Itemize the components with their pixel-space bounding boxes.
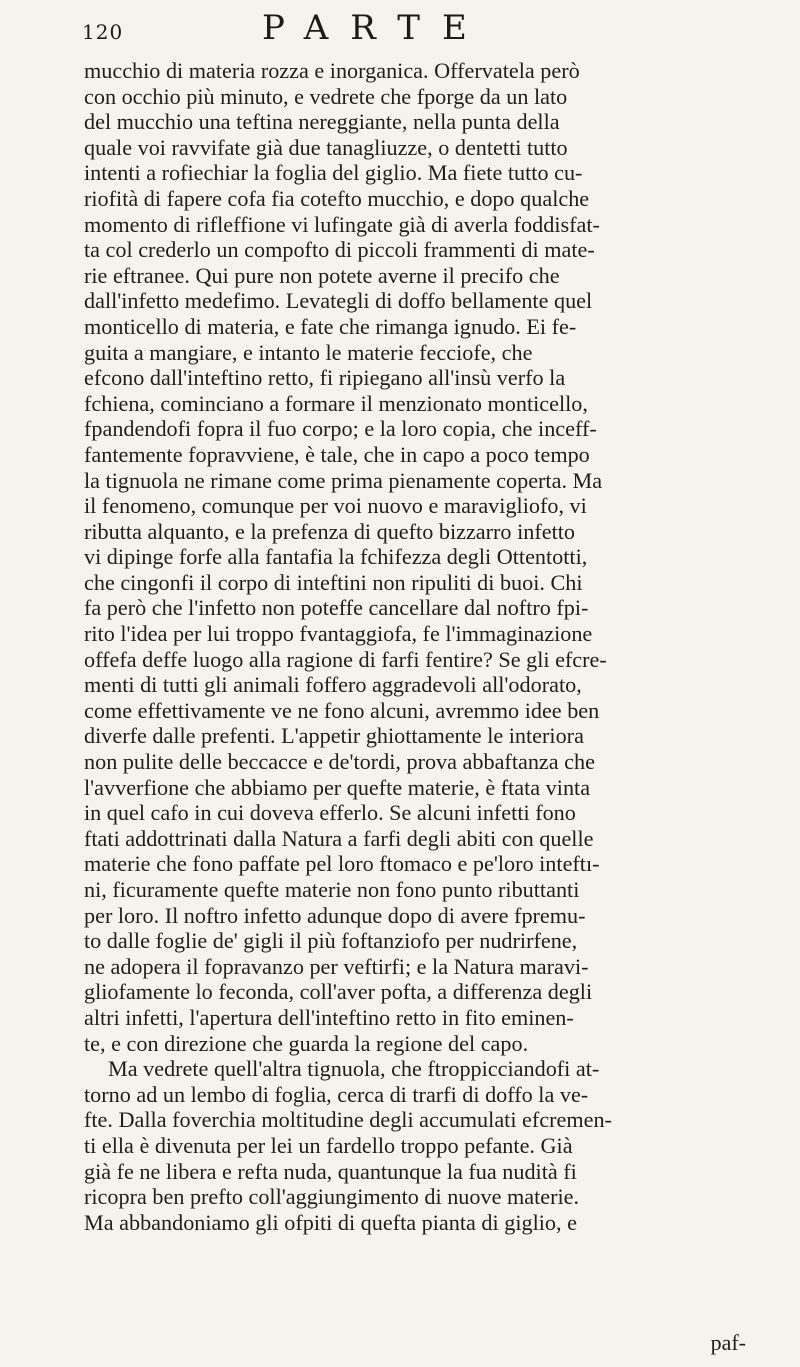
text-line: rito l'idea per lui troppo fvantaggiofa, fe l'immaginazione [84,621,593,647]
text-line: dall'infetto medefimo. Levategli di doffo bellamente quel [84,288,593,314]
text-line: Ma vedrete quell'altra tignuola, che ftroppicciandofi at- [108,1056,600,1082]
text-line: offefa deffe luogo alla ragione di farfi fentire? Se gli efcre- [84,646,607,672]
catchword: paf- [710,1330,746,1355]
text-line: efcono dall'inteftino retto, fi ripiegano all'insù verfo la [84,365,566,391]
body-text [84,58,784,1235]
text-line: rie eftranee. Qui pure non potete averne il precifo che [84,262,560,288]
text-line: ributta alquanto, e la prefenza di quefto bizzarro infetto [84,518,575,544]
text-line: che cingonfi il corpo di inteftini non ripuliti di buoi. Chi [84,569,583,595]
text-line: il fenomeno, comunque per voi nuovo e maravigliofo, vi [84,493,587,519]
text-line: fa però che l'infetto non poteffe cancellare dal noftro fpi- [84,595,589,621]
text-line: materie che fono paffate pel loro ftomaco e pe'loro inteftı- [84,851,600,877]
text-line: quale voi ravvifate già due tanagliuzze, o dentetti tutto [84,134,568,160]
text-line: per loro. Il noftro infetto adunque dopo di avere fpremu- [84,902,586,928]
text-line: intenti a rofiechiar la foglia del giglio. Ma fiete tutto cu- [84,160,583,186]
text-line: del mucchio una teftina nereggiante, nella punta della [84,109,560,135]
text-line: altri infetti, l'apertura dell'inteftino retto in fito eminen- [84,1004,574,1030]
text-line: con occhio più minuto, e vedrete che fporge da un lato [84,83,568,109]
text-line: gliofamente lo feconda, coll'aver pofta, a differenza degli [84,979,593,1005]
text-line: monticello di materia, e fate che rimanga ignudo. Ei fe- [84,313,577,339]
text-line: fchiena, cominciano a formare il menzionato monticello, [84,390,588,416]
text-line: già fe ne libera e refta nuda, quantunque la fua nudità fi [84,1158,577,1184]
text-line: fantemente fopravviene, è tale, che in capo a poco tempo [84,441,590,467]
text-line: ta col crederlo un compofto di piccoli frammenti di mate- [84,237,595,263]
text-line: Ma abbandoniamo gli ofpiti di quefta pianta di giglio, e [84,1209,577,1235]
page-number: 120 [82,20,124,44]
text-line: non pulite delle beccacce e de'tordi, prova abbaftanza che [84,749,595,775]
section-title: PARTE [262,8,489,48]
text-line: guita a mangiare, e intanto le materie fecciofe, che [84,339,533,365]
text-line: mucchio di materia rozza e inorganica. Offervatela però [84,58,580,83]
text-line: ricopra ben prefto coll'aggiungimento di nuove materie. [84,1184,580,1210]
text-line: l'avverfione che abbiamo per quefte materie, è ftata vinta [84,774,591,800]
text-line: momento di rifleffione vi lufingate già di averla foddisfat- [84,211,600,237]
text-line: diverfe dalle prefenti. L'appetir ghiottamente le interiora [84,723,584,749]
text-line: la tignuola ne rimane come prima pienamente coperta. Ma [84,467,603,493]
running-head [82,8,782,56]
text-line: ne adopera il fopravanzo per veftirfi; e la Natura maravi- [84,953,589,979]
text-line: vi dipinge forfe alla fantafia la fchifezza degli Ottentotti, [84,544,588,570]
text-line: menti di tutti gli animali foffero aggradevoli all'odorato, [84,672,582,698]
text-line: ti ella è divenuta per lei un fardello troppo pefante. Già [84,1132,573,1158]
text-line: fpandendofi fopra il fuo corpo; e la loro copia, che inceff- [84,416,597,442]
text-line: ni, ficuramente quefte materie non fono punto ributtanti [84,877,580,902]
text-line: riofità di fapere cofa fia cotefto mucchio, e dopo qualche [84,185,590,211]
text-line: torno ad un lembo di foglia, cerca di trarfi di doffo la ve- [84,1081,589,1107]
text-line: in quel cafo in cui doveva efferlo. Se alcuni infetti fono [84,800,576,826]
text-line: come effettivamente ve ne fono alcuni, avremmo idee ben [84,697,600,723]
text-line: fte. Dalla foverchia moltitudine degli accumulati efcremen- [84,1107,612,1133]
text-line: ftati addottrinati dalla Natura a farfi degli abiti con quelle [84,825,594,851]
text-line: te, e con direzione che guarda la regione del capo. [84,1030,529,1056]
text-line: to dalle foglie de' gigli il più foftanziofo per nudrirfene, [84,928,578,954]
